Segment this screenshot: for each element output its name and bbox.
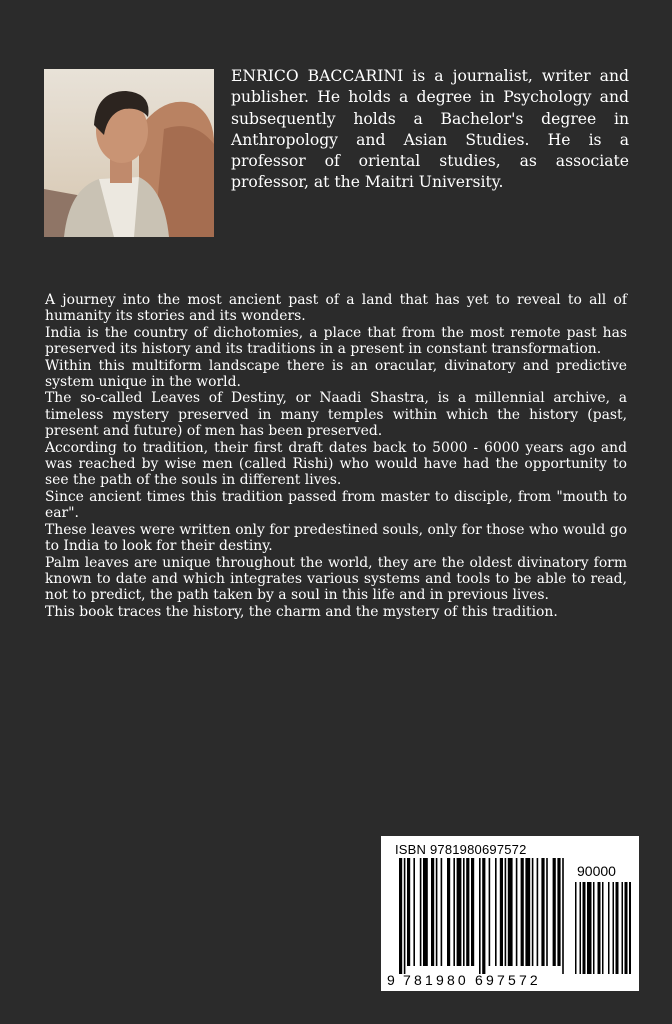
description-paragraph: These leaves were written only for predestined souls, only for those who would go to India to look for their destiny. — [45, 521, 627, 555]
description-paragraph: This book traces the history, the charm and the mystery of this tradition. — [45, 603, 558, 620]
isbn-label: ISBN 9781980697572 — [395, 842, 527, 857]
author-photo — [44, 69, 214, 237]
description-paragraph: The so-called Leaves of Destiny, or Naadi Shastra, is a millennial archive, a timeless mystery preserved in many temples within which the history (past, present and future) of men has been preserved. — [45, 390, 627, 440]
price-code: 90000 — [577, 863, 616, 879]
barcode-bars — [391, 858, 631, 976]
isbn-barcode — [381, 836, 639, 991]
description-paragraph: Since ancient times this tradition passed from master to disciple, from "mouth to ear". — [45, 488, 627, 522]
description-paragraph: Within this multiform landscape there is an oracular, divinatory and predictive system unique in the world. — [45, 357, 627, 391]
barcode-digit-first: 9 — [387, 972, 395, 988]
description-paragraph: A journey into the most ancient past of a land that has yet to reveal to all of humanity its stories and its wonders. — [45, 292, 627, 325]
barcode-digits-right: 697572 — [475, 972, 541, 988]
book-description — [45, 292, 627, 620]
description-paragraph: According to tradition, their first draft dates back to 5000 - 6000 years ago and was reached by wise men (called Rishi) who would have had the opportunity to see the path of the souls in different lives. — [45, 439, 627, 489]
barcode-digits-left: 781980 — [403, 972, 469, 988]
description-paragraph: India is the country of dichotomies, a place that from the most remote past has preserved its history and its traditions in a present in constant transformation. — [45, 324, 627, 358]
description-paragraph: Palm leaves are unique throughout the world, they are the oldest divinatory form known to date and which integrates various systems and tools to be able to read, not to predict, the path taken by a soul in this life and in previous lives. — [45, 554, 627, 604]
author-bio: ENRICO BACCARINI is a journalist, writer and publisher. He holds a degree in Psychology and subsequently holds a Bachelor's degree in Anthropology and Asian Studies. He is a professor of oriental studies, as associate professor, at the Maitri University. — [231, 67, 629, 192]
